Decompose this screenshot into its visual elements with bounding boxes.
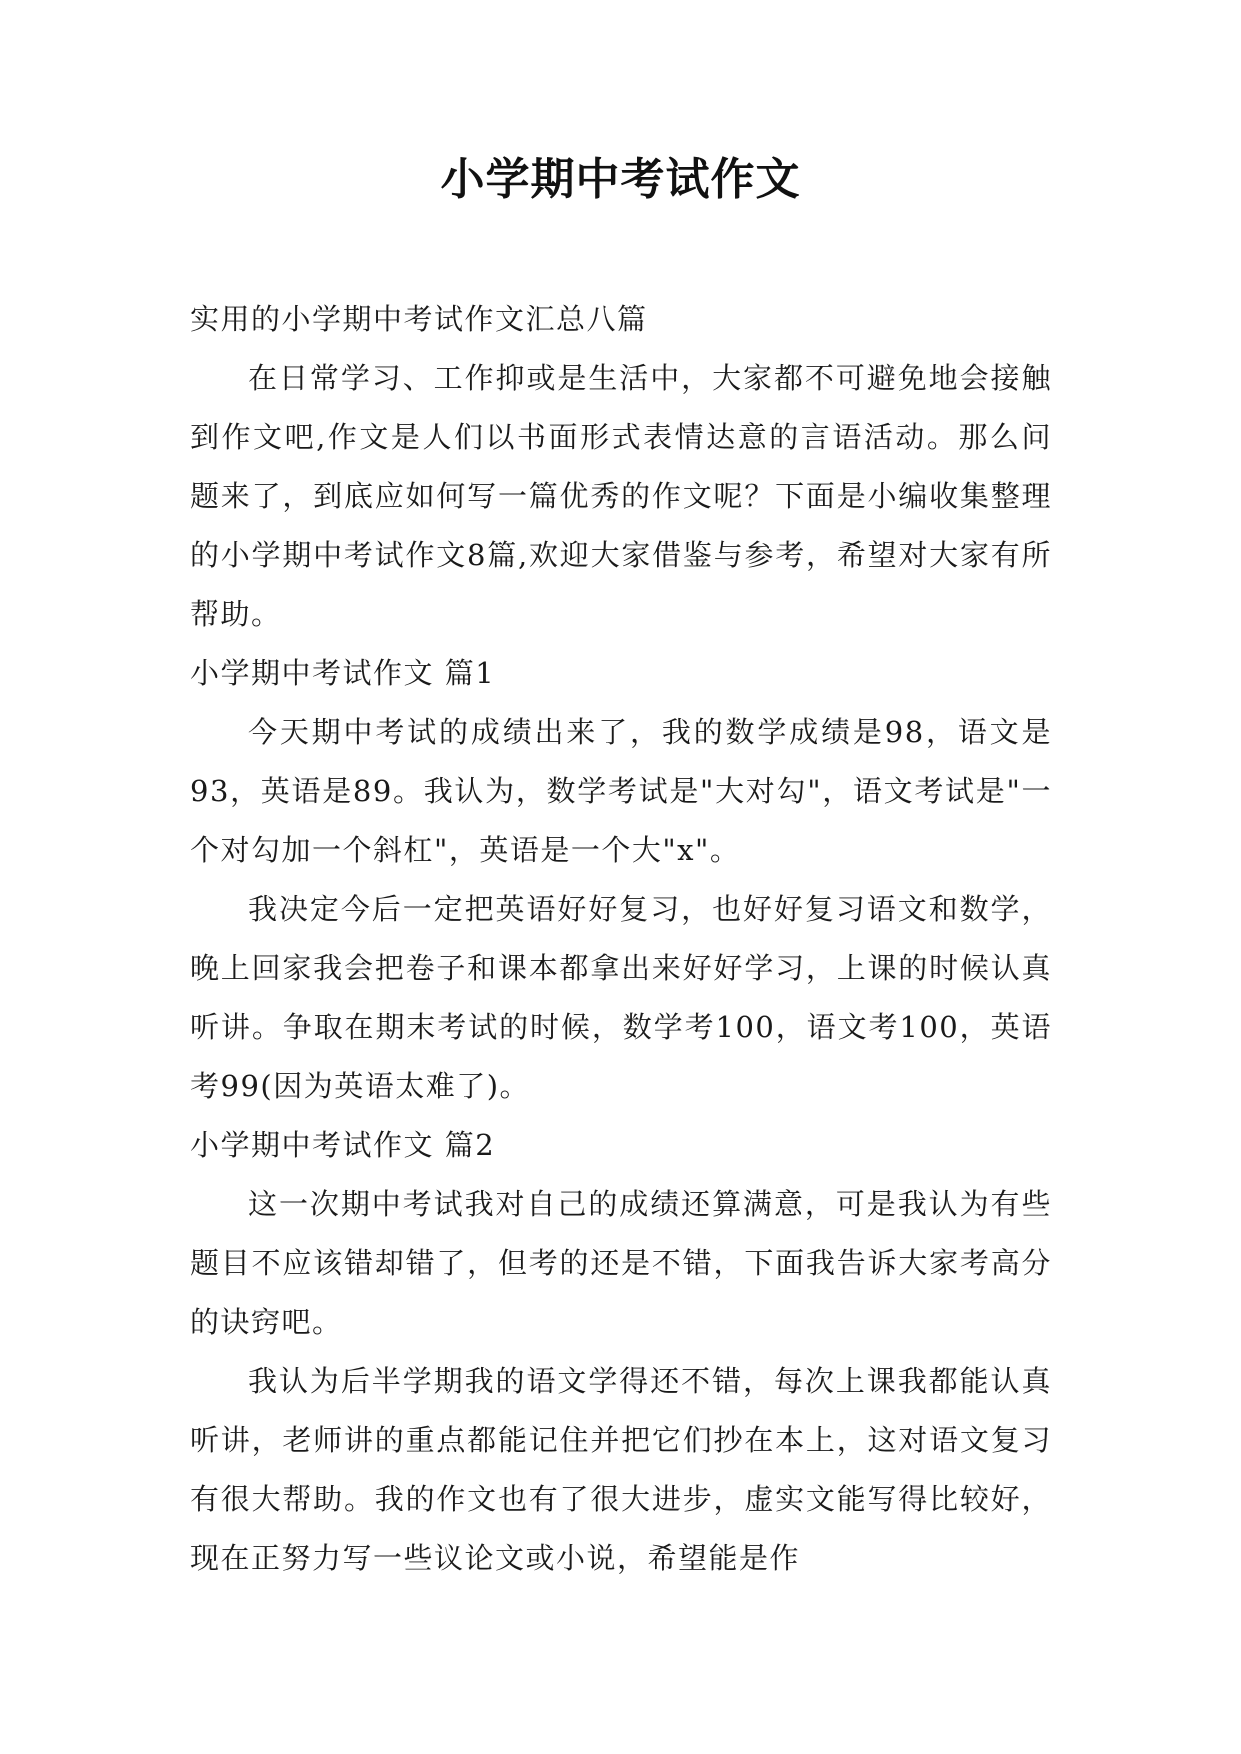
essay-paragraph: 这一次期中考试我对自己的成绩还算满意，可是我认为有些题目不应该错却错了，但考的还是不错，下面我告诉大家考高分的诀窍吧。 (190, 1187, 1052, 1339)
essay-heading: 小学期中考试作文 篇2 (190, 1128, 496, 1162)
essay-paragraph: 我认为后半学期我的语文学得还不错，每次上课我都能认真听讲，老师讲的重点都能记住并把它们抄在本上，这对语文复习有很大帮助。我的作文也有了很大进步，虚实文能写得比较好，现在正努力写一些议论文或小说，希望能是作 (190, 1364, 1052, 1575)
document-subtitle: 实用的小学期中考试作文汇总八篇 (190, 302, 648, 336)
document-title: 小学期中考试作文 (440, 154, 801, 205)
intro-paragraph: 在日常学习、工作抑或是生活中，大家都不可避免地会接触到作文吧,作文是人们以书面形式表情达意的言语活动。那么问题来了，到底应如何写一篇优秀的作文呢？下面是小编收集整理的小学期中考试作文8篇,欢迎大家借鉴与参考，希望对大家有所帮助。 (190, 361, 1052, 631)
document-body (190, 290, 1052, 1588)
essay-heading: 小学期中考试作文 篇1 (190, 656, 496, 690)
essay-paragraph: 我决定今后一定把英语好好复习，也好好复习语文和数学，晚上回家我会把卷子和课本都拿出来好好学习，上课的时候认真听讲。争取在期末考试的时候，数学考100，语文考100，英语考99(因为英语太难了)。 (190, 892, 1052, 1103)
essay-paragraph: 今天期中考试的成绩出来了，我的数学成绩是98，语文是93，英语是89。我认为，数学考试是"大对勾"，语文考试是"一个对勾加一个斜杠"，英语是一个大"x"。 (190, 715, 1052, 867)
